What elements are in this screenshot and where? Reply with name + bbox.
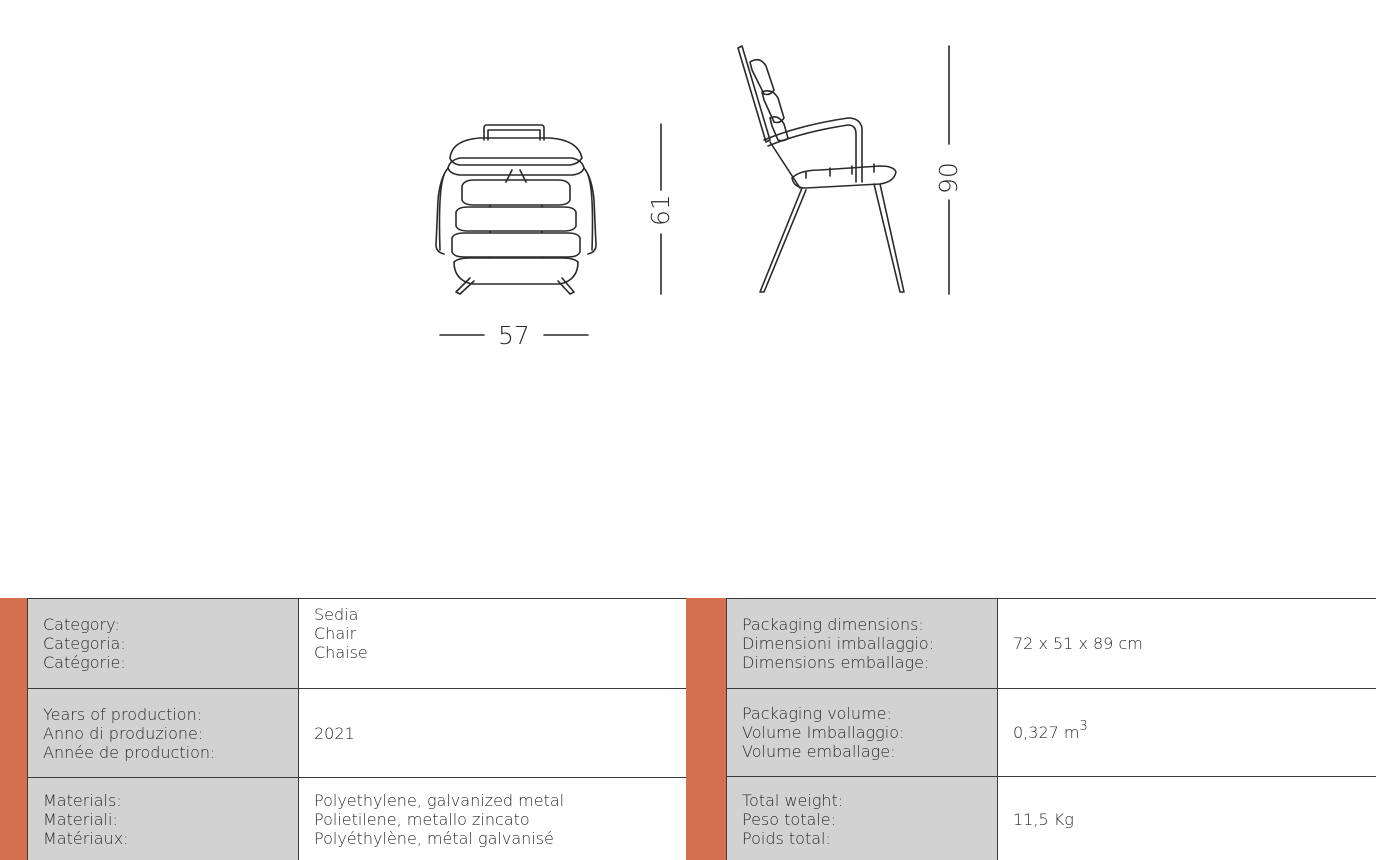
label-fr: Volume emballage: [742,742,896,761]
spec-value-cell [998,689,1376,776]
value-fr: Polyéthylène, métal galvanisé [314,829,554,848]
label-fr: Année de production: [43,742,216,762]
label-fr: Catégorie: [43,653,126,672]
label-it: Anno di produzione: [43,723,204,743]
spec-label-cell [27,599,299,688]
spec-row-total-weight [726,777,1376,860]
chair-front-view [436,125,596,294]
spec-label-cell [27,689,299,777]
label-en: Materials: [43,791,122,810]
value-year: 2021 [314,723,355,743]
label-it: Categoria: [43,634,126,653]
dimension-lines [440,46,949,335]
spec-value-cell [998,599,1376,688]
label-it: Volume Imballaggio: [742,723,905,742]
label-it: Dimensioni imballaggio: [742,634,935,653]
spec-row-packaging-volume [726,689,1376,777]
height-dimension: 90 [934,162,963,194]
label-en: Packaging volume: [742,704,892,723]
accent-bar-right [686,598,726,860]
volume-exponent: 3 [1079,719,1088,734]
spec-label-cell [726,777,998,860]
width-dimension: 57 [498,321,530,350]
value-fr: Chaise [314,643,368,662]
label-en: Total weight: [742,790,844,810]
spec-row-years [27,689,687,778]
value-total-weight: 11,5 Kg [1013,809,1074,829]
value-en: Chair [314,624,357,643]
accent-bar-left [0,598,27,860]
technical-drawing [0,0,1376,380]
label-it: Materiali: [43,810,118,829]
label-fr: Poids total: [742,828,831,848]
spec-label-cell [27,778,299,860]
value-en: Polyethylene, galvanized metal [314,791,565,810]
spec-row-materials [27,778,687,860]
chair-side-view [738,46,904,292]
label-it: Peso totale: [742,809,836,829]
spec-table-left [27,598,687,860]
label-fr: Matériaux: [43,829,129,848]
spec-row-category [27,599,687,689]
spec-table-right [726,598,1376,860]
spec-value-cell [299,778,687,860]
value-packaging-volume [1013,719,1376,742]
value-packaging-dimensions: 72 x 51 x 89 cm [1013,634,1143,653]
chair-drawing [0,0,1376,380]
label-en: Category: [43,615,120,634]
label-en: Years of production: [43,704,203,724]
spec-row-packaging-dimensions [726,599,1376,689]
value-it: Polietilene, metallo zincato [314,810,530,829]
spec-value-cell [299,689,687,777]
spec-value-cell [998,777,1376,860]
spec-label-cell [726,689,998,776]
volume-number: 0,327 m [1013,723,1080,742]
value-it: Sedia [314,605,359,624]
label-fr: Dimensions emballage: [742,653,930,672]
depth-dimension: 61 [646,194,675,226]
label-en: Packaging dimensions: [742,615,924,634]
spec-label-cell [726,599,998,688]
spec-value-cell [299,599,687,688]
